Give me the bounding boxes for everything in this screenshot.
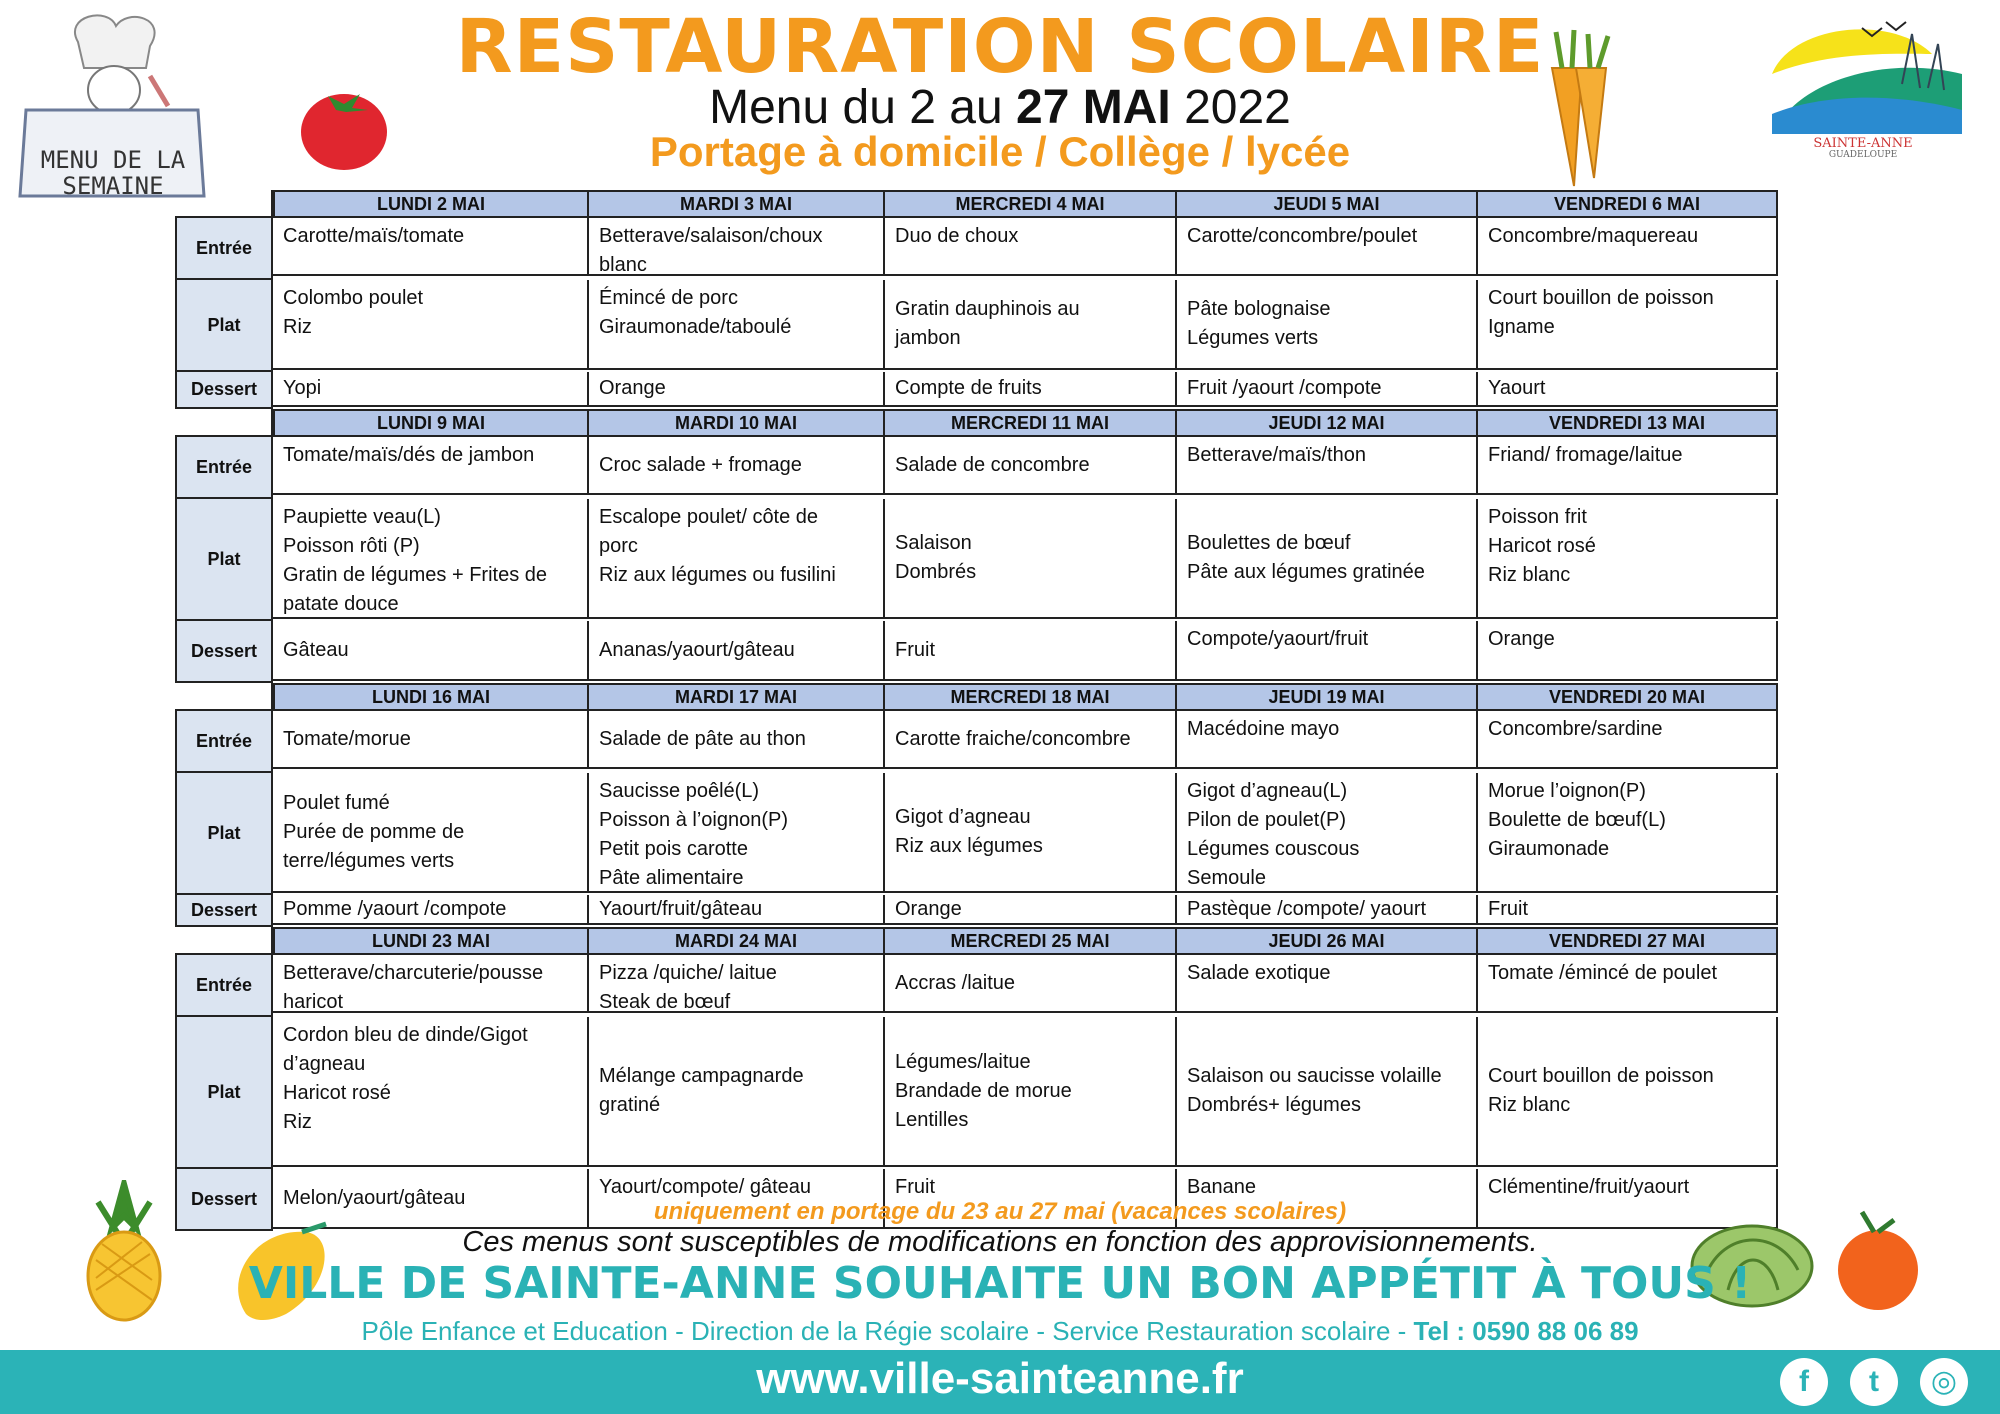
dish-line: Pastèque /compote/ yaourt (1187, 897, 1427, 920)
dish-line: Légumes verts (1187, 327, 1319, 349)
menu-cell-plat (1177, 280, 1478, 370)
menu-cell-content (1488, 1062, 1714, 1120)
menu-cell-plat (1478, 773, 1778, 893)
menu-cell-content (1187, 715, 1466, 744)
dish-line: Fruit (895, 1176, 935, 1198)
menu-table (175, 190, 1781, 1231)
menu-cell-content (283, 636, 349, 665)
menu-cell-content (1488, 777, 1766, 864)
dish-line: Lentilles (895, 1108, 969, 1131)
dish-line: Légumes couscous (1187, 838, 1360, 860)
menu-cell-plat (1177, 773, 1478, 893)
menu-cell-content (1187, 295, 1330, 353)
menu-cell-plat (589, 499, 885, 619)
dish-line: Salade de concombre (895, 453, 1090, 476)
menu-cell-plat (589, 280, 885, 370)
menu-cell-content (1187, 625, 1466, 654)
disclaimer: Ces menus sont susceptibles de modifications en fonction des approvisionnements. (462, 1226, 1538, 1258)
menu-cell-dessert (1478, 372, 1778, 407)
menu-cell-entree (273, 216, 589, 276)
dish-line: Yopi (283, 377, 322, 399)
header-spacer (175, 683, 273, 709)
menu-cell-content (1488, 959, 1766, 988)
menu-cell-entree (885, 435, 1177, 495)
menu-cell-content (283, 1021, 577, 1137)
dish-line: blanc (599, 254, 647, 276)
menu-cell-content (1187, 441, 1466, 470)
menu-cell-content (283, 284, 577, 342)
dish-line: Fruit (895, 638, 935, 661)
dish-line: Brandade de morue (895, 1079, 1072, 1102)
menu-cell-content (895, 222, 1165, 251)
dish-line: Légumes/laitue (895, 1050, 1031, 1073)
row-label-dessert: Dessert (175, 895, 273, 927)
day-header: JEUDI 5 MAI (1177, 190, 1478, 216)
menu-cell-content (283, 441, 577, 470)
menu-cell-entree (273, 435, 589, 495)
menu-cell-content (599, 374, 666, 403)
menu-cell-dessert (589, 372, 885, 407)
dish-line: Riz (283, 1111, 312, 1133)
menu-cell-plat (273, 773, 589, 893)
menu-cell-content (1488, 503, 1766, 590)
dish-line: Escalope poulet/ côte de (599, 506, 819, 528)
dish-line: Yaourt/fruit/gâteau (599, 897, 763, 920)
audience-line: Portage à domicile / Collège / lycée (649, 128, 1351, 175)
menu-cell-content (599, 1062, 804, 1120)
dish-line: Court bouillon de poisson (1488, 1065, 1714, 1087)
dish-line: Gigot d’agneau(L) (1187, 780, 1348, 802)
header-spacer (175, 927, 273, 953)
day-header: MERCREDI 25 MAI (885, 927, 1177, 953)
dish-line: Pilon de poulet(P) (1187, 809, 1346, 831)
menu-cell-content (1488, 715, 1766, 744)
dish-line: Friand/ fromage/laitue (1488, 444, 1683, 466)
subtitle-suffix: 2022 (1170, 81, 1291, 134)
dish-line: Dombrés (895, 561, 977, 583)
footer-bar (0, 1350, 2000, 1414)
menu-cell-entree (589, 435, 885, 495)
menu-cell-entree (1177, 709, 1478, 769)
portage-note: uniquement en portage du 23 au 27 mai (vacances scolaires) (653, 1198, 1347, 1225)
dish-line: Semoule (1187, 867, 1266, 889)
menu-cell-content (895, 725, 1131, 754)
menu-cell-content (895, 529, 976, 587)
carrot-icon (1532, 28, 1622, 188)
menu-cell-plat (885, 1017, 1177, 1167)
dish-line: Betterave/maïs/thon (1187, 444, 1366, 466)
menu-cell-dessert (1177, 372, 1478, 407)
day-header: MARDI 24 MAI (589, 927, 885, 953)
menu-cell-plat (885, 773, 1177, 893)
row-label-dessert: Dessert (175, 1169, 273, 1231)
menu-cell-entree (1177, 216, 1478, 276)
menu-cell-plat (885, 499, 1177, 619)
menu-cell-content (1187, 1062, 1442, 1120)
dish-line: Riz (283, 316, 312, 338)
menu-cell-dessert (589, 895, 885, 925)
day-header: MERCREDI 11 MAI (885, 409, 1177, 435)
day-header: LUNDI 9 MAI (273, 409, 589, 435)
menu-cell-content (1187, 374, 1382, 403)
dish-line: Riz blanc (1488, 1094, 1571, 1116)
subtitle-bold: 27 MAI (1016, 81, 1171, 134)
menu-cell-content (895, 451, 1090, 480)
menu-cell-content (895, 1048, 1072, 1135)
dish-line: Fruit /yaourt /compote (1187, 377, 1382, 399)
row-label-plat: Plat (175, 499, 273, 621)
menu-cell-entree (1478, 216, 1778, 276)
dish-line: Compote/yaourt/fruit (1187, 628, 1369, 650)
dish-line: Poisson à l’oignon(P) (599, 809, 788, 831)
menu-cell-dessert (885, 372, 1177, 407)
dish-line: Banane (1187, 1176, 1256, 1198)
dish-line: Duo de choux (895, 225, 1019, 247)
dish-line: Salaison (895, 532, 972, 554)
day-header: MERCREDI 4 MAI (885, 190, 1177, 216)
dish-line: Orange (1488, 628, 1555, 650)
instagram-icon[interactable]: ◎ (1920, 1358, 1968, 1406)
dish-line: Riz aux légumes ou fusilini (599, 564, 836, 586)
header-spacer (175, 409, 273, 435)
menu-cell-content (283, 222, 577, 251)
menu-cell-content (599, 503, 873, 590)
menu-cell-plat (1478, 1017, 1778, 1167)
dish-line: Concombre/sardine (1488, 718, 1663, 740)
menu-cell-dessert (885, 895, 1177, 925)
menu-cell-content (283, 959, 577, 1013)
dish-line: jambon (895, 327, 961, 349)
dish-line: Clémentine/fruit/yaourt (1488, 1176, 1690, 1198)
menu-cell-entree (1478, 435, 1778, 495)
dish-line: Poisson rôti (P) (283, 535, 420, 557)
row-label-plat: Plat (175, 1017, 273, 1169)
week-block (175, 190, 1781, 409)
row-label-entree: Entrée (175, 709, 273, 773)
menu-cell-plat (1478, 280, 1778, 370)
dish-line: Pâte aux légumes gratinée (1187, 561, 1425, 583)
day-header: MARDI 3 MAI (589, 190, 885, 216)
contact-phone: Tel : 0590 88 06 89 (1413, 1316, 1639, 1346)
dish-line: Salaison ou saucisse volaille (1187, 1065, 1442, 1087)
dish-line: Salade exotique (1187, 962, 1331, 984)
dish-line: Yaourt/compote/ gâteau (599, 1176, 811, 1198)
dish-line: Gratin dauphinois au (895, 298, 1080, 320)
contact-service: Pôle Enfance et Education - Direction de la Régie scolaire - Service Restauration scolaire - (361, 1316, 1414, 1346)
dish-line: Gigot d’agneau (895, 806, 1031, 828)
logo-name: SAINTE-ANNE (1813, 136, 1913, 151)
menu-cell-content (599, 725, 806, 754)
dish-line: Boulettes de bœuf (1187, 532, 1351, 554)
menu-cell-content (895, 895, 962, 924)
menu-cell-entree (589, 953, 885, 1013)
dish-line: porc (599, 535, 638, 557)
dish-line: Poulet fumé (283, 791, 390, 814)
menu-cell-content (895, 295, 1080, 353)
menu-cell-entree (1177, 435, 1478, 495)
dish-line: Pâte alimentaire (599, 867, 744, 889)
page-title: RESTAURATION SCOLAIRE (455, 4, 1545, 90)
day-header: VENDREDI 6 MAI (1478, 190, 1778, 216)
week-block (175, 409, 1781, 683)
menu-cell-entree (885, 216, 1177, 276)
menu-cell-plat (273, 280, 589, 370)
dish-line: terre/légumes verts (283, 849, 455, 872)
dish-line: Carotte/maïs/tomate (283, 225, 465, 247)
menu-cell-content (599, 777, 873, 893)
dish-line: Giraumonade (1488, 838, 1610, 860)
menu-cell-plat (1177, 1017, 1478, 1167)
tomato-illustration (298, 80, 390, 177)
day-header: JEUDI 12 MAI (1177, 409, 1478, 435)
dish-line: Paupiette veau(L) (283, 506, 441, 528)
menu-cell-content (599, 959, 873, 1013)
menu-cell-content (1488, 441, 1766, 470)
menu-cell-content (283, 789, 464, 876)
dish-line: Orange (599, 377, 666, 399)
dish-line: Boulette de bœuf(L) (1488, 809, 1666, 831)
menu-cell-dessert (1177, 621, 1478, 681)
dish-line: Tomate/morue (283, 727, 411, 750)
dish-line: Ananas/yaourt/gâteau (599, 638, 795, 661)
dish-line: Mélange campagnarde (599, 1065, 804, 1087)
menu-cell-dessert (273, 895, 589, 925)
menu-cell-dessert (1177, 895, 1478, 925)
dish-line: Concombre/maquereau (1488, 225, 1699, 247)
dish-line: Fruit (1488, 897, 1528, 920)
dish-line: Émincé de porc (599, 287, 738, 309)
dish-line: Macédoine mayo (1187, 718, 1340, 740)
row-label-dessert: Dessert (175, 372, 273, 409)
dish-line: Giraumonade/taboulé (599, 316, 792, 338)
menu-cell-content (1488, 895, 1528, 924)
dish-line: Petit pois carotte (599, 838, 748, 860)
sainte-anne-logo-icon (1752, 14, 1974, 154)
logo-region: GUADELOUPE (1828, 150, 1898, 160)
menu-cell-content (1187, 777, 1466, 893)
menu-cell-entree (589, 216, 885, 276)
week-block (175, 927, 1781, 1231)
menu-cell-plat (273, 1017, 589, 1167)
menu-cell-content (283, 374, 321, 403)
menu-cell-content (1488, 625, 1766, 654)
header-spacer (175, 190, 273, 216)
row-label-entree: Entrée (175, 435, 273, 499)
day-header: MARDI 17 MAI (589, 683, 885, 709)
menu-cell-plat (589, 773, 885, 893)
menu-cell-content (1488, 284, 1766, 342)
dish-line: Igname (1488, 316, 1555, 338)
dish-line: Carotte/concombre/poulet (1187, 225, 1418, 247)
menu-cell-dessert (589, 621, 885, 681)
dish-line: Salade de pâte au thon (599, 727, 806, 750)
menu-cell-dessert (885, 621, 1177, 681)
dish-line: Pizza /quiche/ laitue (599, 962, 777, 984)
menu-cell-content (1488, 222, 1766, 251)
menu-cell-dessert (1478, 621, 1778, 681)
dish-line: Orange (895, 897, 962, 920)
menu-cell-content (1187, 222, 1466, 251)
bon-appetit-banner: VILLE DE SAINTE-ANNE SOUHAITE UN BON APPÉTIT À TOUS ! (248, 1258, 1752, 1309)
dish-line: Purée de pomme de (283, 820, 465, 843)
dish-line: Haricot rosé (1488, 535, 1596, 557)
dish-line: Betterave/salaison/choux (599, 225, 823, 247)
week-block (175, 683, 1781, 927)
chef-menu-badge (8, 6, 218, 202)
row-label-plat: Plat (175, 280, 273, 372)
twitter-icon[interactable]: t (1850, 1358, 1898, 1406)
row-label-entree: Entrée (175, 953, 273, 1017)
subtitle-prefix: Menu du 2 au (709, 81, 1017, 134)
dish-line: Colombo poulet (283, 287, 424, 309)
dish-line: Tomate /émincé de poulet (1488, 962, 1718, 984)
menu-cell-entree (885, 953, 1177, 1013)
menu-cell-content (599, 451, 802, 480)
contact-line (0, 1316, 2000, 1347)
dish-line: Croc salade + fromage (599, 453, 802, 476)
dish-line: Gâteau (283, 638, 349, 661)
dish-line: gratiné (599, 1094, 661, 1116)
day-header: JEUDI 26 MAI (1177, 927, 1478, 953)
row-label-entree: Entrée (175, 216, 273, 280)
dish-line: Compte de fruits (895, 377, 1042, 399)
menu-cell-entree (273, 953, 589, 1013)
day-header: LUNDI 2 MAI (273, 190, 589, 216)
day-header: VENDREDI 20 MAI (1478, 683, 1778, 709)
badge-line-2: SEMAINE (62, 172, 164, 200)
tomato-icon (298, 80, 390, 172)
dish-line: Morue l’oignon(P) (1488, 780, 1646, 802)
menu-cell-content (599, 284, 873, 342)
menu-cell-content (283, 895, 506, 924)
dish-line: Yaourt (1488, 377, 1546, 399)
website-link[interactable]: www.ville-sainteanne.fr (756, 1354, 1244, 1403)
menu-cell-plat (1177, 499, 1478, 619)
menu-cell-entree (273, 709, 589, 769)
menu-cell-entree (1177, 953, 1478, 1013)
dish-line: Pomme /yaourt /compote (283, 897, 507, 920)
menu-cell-content (283, 503, 577, 619)
facebook-icon[interactable]: f (1780, 1358, 1828, 1406)
dish-line: Gratin de légumes + Frites de (283, 564, 548, 586)
menu-cell-content (895, 969, 1015, 998)
dish-line: d’agneau (283, 1053, 366, 1075)
menu-cell-content (1187, 895, 1426, 924)
menu-cell-entree (589, 709, 885, 769)
dish-line: Riz blanc (1488, 564, 1571, 586)
dish-line: Melon/yaourt/gâteau (283, 1186, 466, 1209)
dish-line: haricot (283, 991, 344, 1013)
menu-cell-entree (885, 709, 1177, 769)
dish-line: Dombrés+ légumes (1187, 1094, 1361, 1116)
menu-cell-plat (273, 499, 589, 619)
dish-line: Betterave/charcuterie/pousse (283, 962, 544, 984)
dish-line: Accras /laitue (895, 971, 1016, 994)
day-header: LUNDI 16 MAI (273, 683, 589, 709)
menu-cell-dessert (273, 621, 589, 681)
dish-line: Haricot rosé (283, 1082, 391, 1104)
dish-line: Saucisse poêlé(L) (599, 780, 760, 802)
menu-cell-content (599, 222, 873, 276)
menu-cell-content (895, 636, 935, 665)
dish-line: Carotte fraiche/concombre (895, 727, 1131, 750)
day-header: LUNDI 23 MAI (273, 927, 589, 953)
menu-cell-plat (589, 1017, 885, 1167)
dish-line: Tomate/maïs/dés de jambon (283, 444, 535, 466)
sainte-anne-logo (1752, 14, 1974, 164)
menu-cell-plat (885, 280, 1177, 370)
day-header: MERCREDI 18 MAI (885, 683, 1177, 709)
dish-line: Pâte bolognaise (1187, 298, 1331, 320)
dish-line: patate douce (283, 593, 399, 615)
dish-line: Riz aux légumes (895, 835, 1043, 857)
menu-cell-content (599, 636, 795, 665)
carrots-illustration (1532, 28, 1622, 193)
row-label-dessert: Dessert (175, 621, 273, 683)
day-header: MARDI 10 MAI (589, 409, 885, 435)
menu-cell-content (895, 803, 1043, 861)
menu-cell-content (1187, 959, 1466, 988)
dish-line: Steak de bœuf (599, 991, 731, 1013)
menu-cell-dessert (1478, 895, 1778, 925)
menu-cell-dessert (273, 372, 589, 407)
menu-cell-content (599, 895, 762, 924)
menu-cell-content (1187, 529, 1425, 587)
menu-cell-content (1488, 374, 1545, 403)
day-header: VENDREDI 13 MAI (1478, 409, 1778, 435)
row-label-plat: Plat (175, 773, 273, 895)
day-header: JEUDI 19 MAI (1177, 683, 1478, 709)
menu-cell-content (895, 374, 1042, 403)
dish-line: Poisson frit (1488, 506, 1587, 528)
dish-line: Court bouillon de poisson (1488, 287, 1714, 309)
menu-cell-entree (1478, 709, 1778, 769)
day-header: VENDREDI 27 MAI (1478, 927, 1778, 953)
menu-cell-plat (1478, 499, 1778, 619)
dish-line: Cordon bleu de dinde/Gigot (283, 1024, 528, 1046)
menu-cell-content (283, 725, 411, 754)
menu-cell-entree (1478, 953, 1778, 1013)
badge-line-1: MENU DE LA (40, 146, 186, 174)
